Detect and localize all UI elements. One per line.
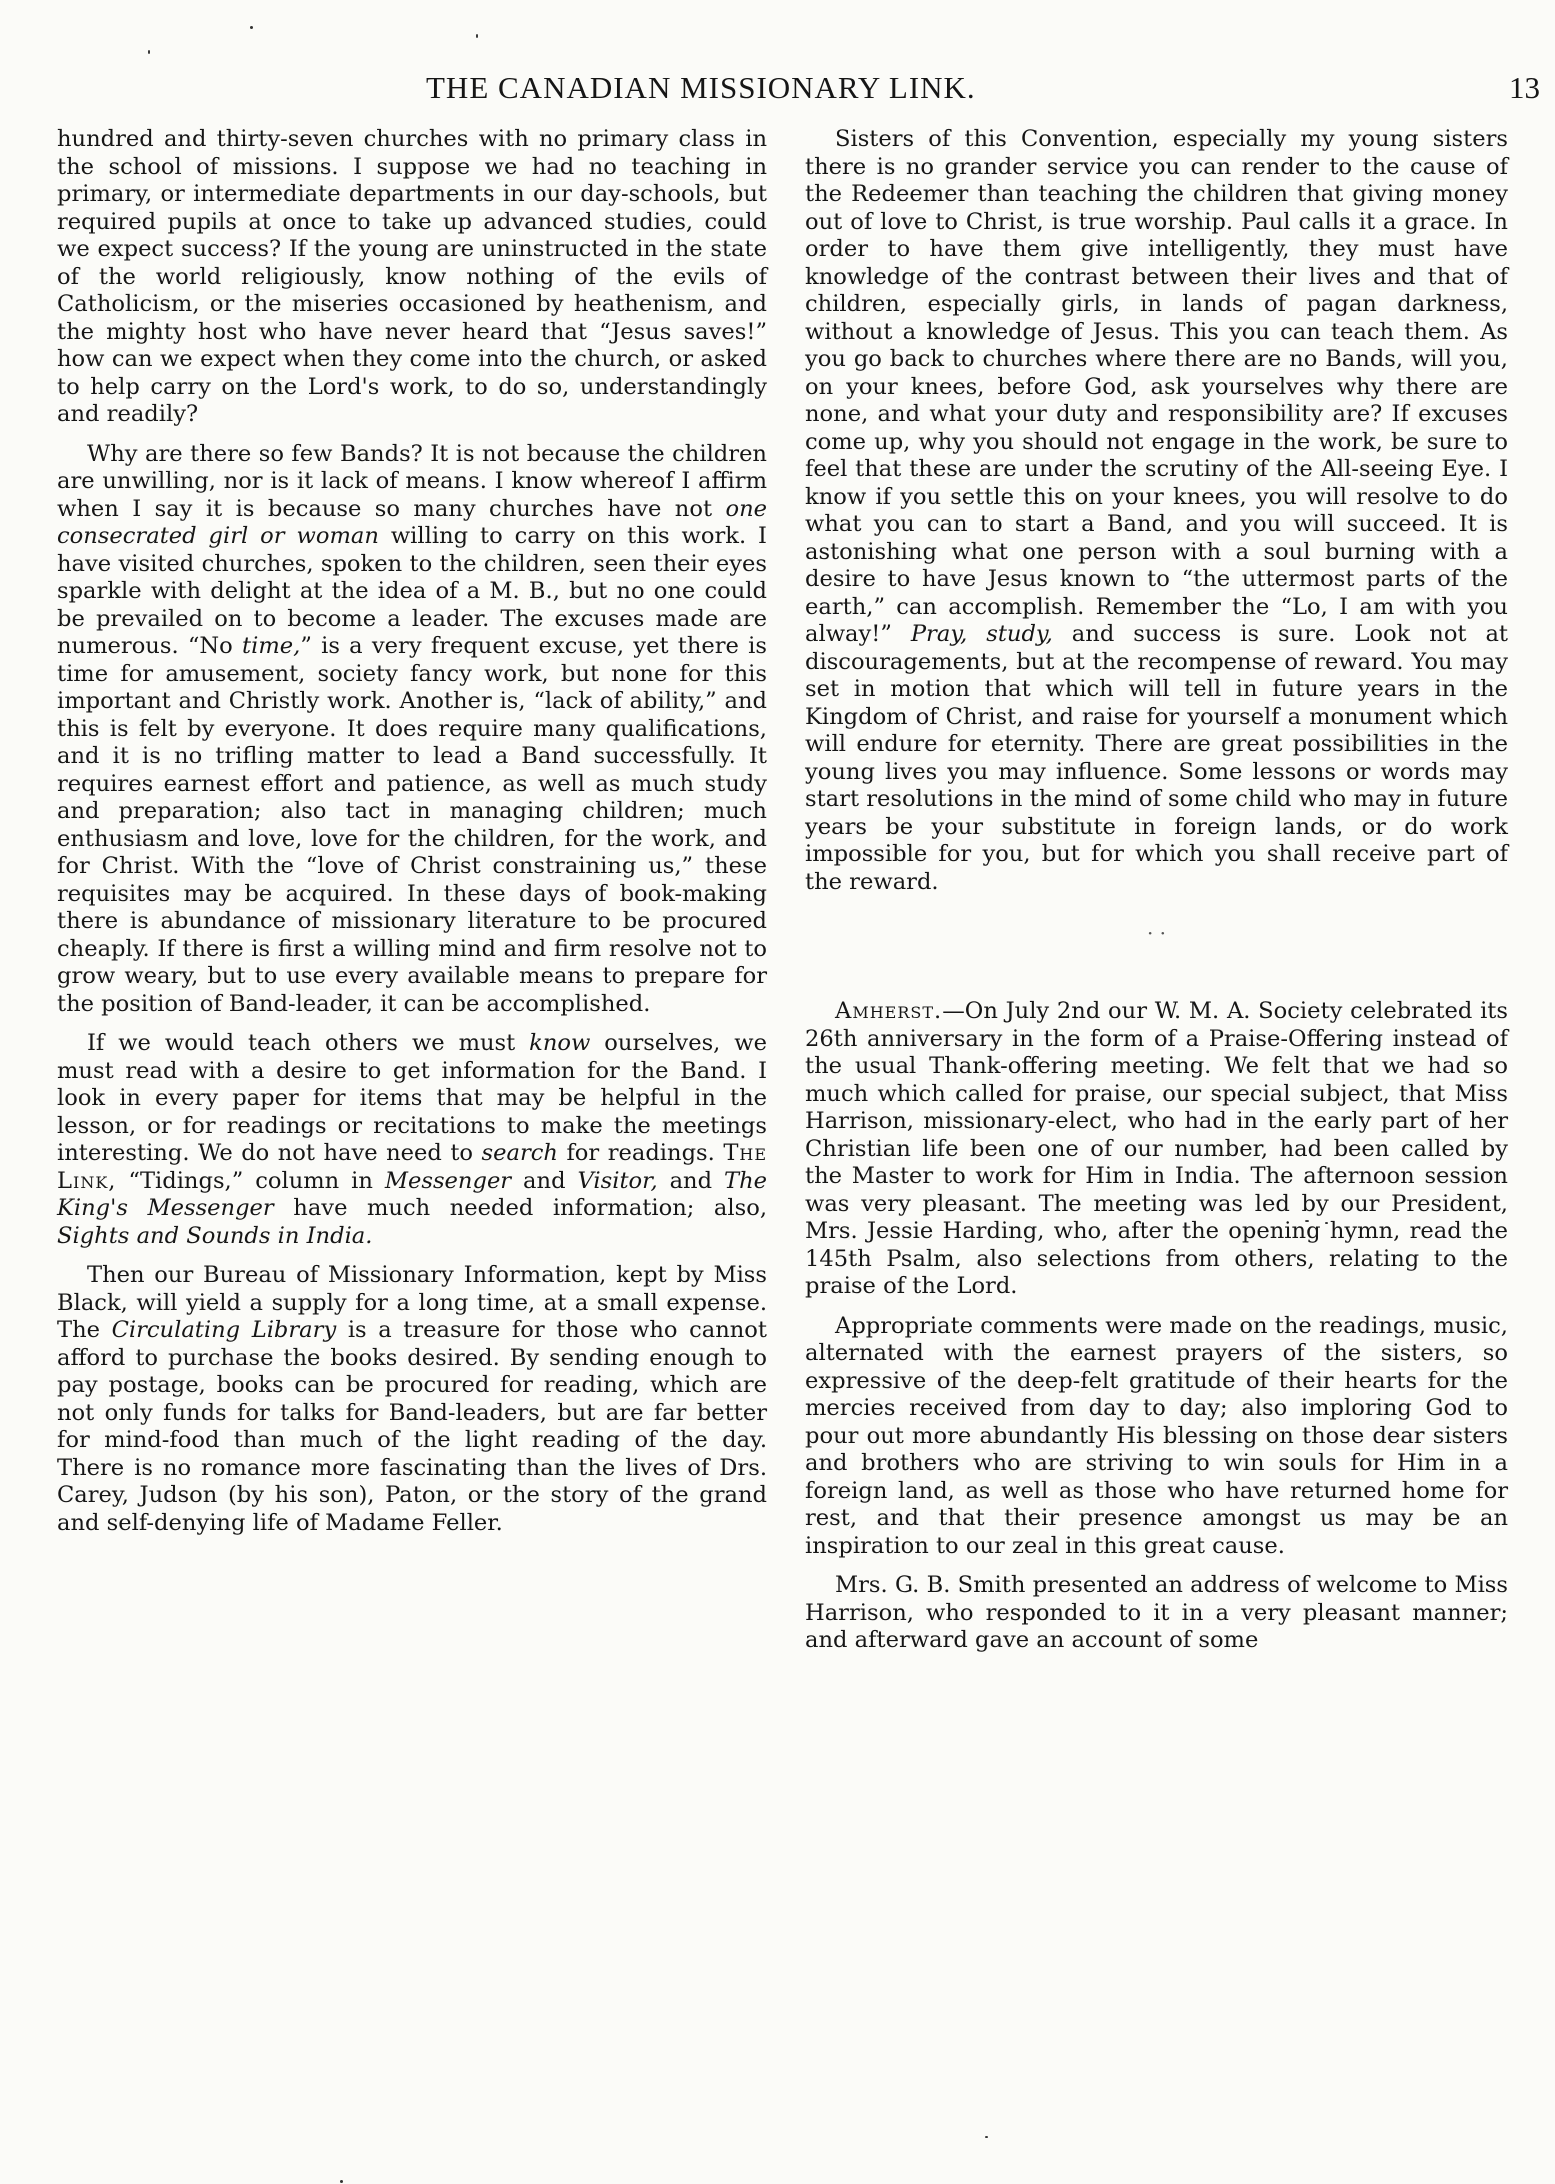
- paragraph-primary-class: hundred and thirty-seven churches with no primary class in the school of missions. I suppose we had no teaching in primary, or intermediate departments in our day-schools, but required pupils at once to take up advanced studies, could we expect success? If the young are uninstructed in the state of the world religiously, know nothing of the evils of Catholicism, or the miseries occasioned by heathenism, and the mighty host who have never heard that “Jesus saves!” how can we expect when they come into the church, or asked to help carry on the Lord's work, to do so, understandingly and readily?: [57, 126, 767, 427]
- left-column: [57, 126, 767, 1537]
- place-name: Amherst.: [835, 998, 943, 1024]
- paragraph-teach-others: If we would teach others we must know ourselves, we must read with a desire to get information for the Band. I look in every paper for items that may be helpful in the lesson, or for readings or recitations to make the meetings interesting. We do not have need to search for readings. The Link, “Tidings,” column in Messenger and Visitor, and The King's Messenger have much needed information; also, Sights and Sounds in India.: [57, 1030, 768, 1249]
- paragraph-bureau: Then our Bureau of Missionary Information, kept by Miss Black, will yield a supply for a long time, at a small expense. The Circulating Library is a treasure for those who cannot afford to purchase the books desired. By sending enough to pay postage, books can be procured for reading, which are not only funds for talks for Band-leaders, but are far better for mind-food than much of the light reading of the day. There is no romance more fascinating than the lives of Drs. Carey, Judson (by his son), Paton, or the story of the grand and self-denying life of Madame Feller.: [57, 1262, 767, 1536]
- right-column: [805, 126, 1508, 1655]
- page-number: 13: [1509, 70, 1540, 105]
- section-separator: · ·: [1146, 921, 1167, 945]
- paragraph-sisters: Sisters of this Convention, especially my young sisters there is no grander service you can render to the cause of the Redeemer than teaching the children that giving money out of love to Christ, is true worship. Paul calls it a grace. In order to have them give intelligently, they must have knowledge of the contrast between their lives and that of children, especially girls, in lands of pagan darkness, without a knowledge of Jesus. This you can teach them. As you go back to churches where there are no Bands, will you, on your knees, before God, ask yourselves why there are none, and what your duty and responsibility are? If excuses come up, why you should not engage in the work, be sure to feel that these are under the scrutiny of the All-seeing Eye. I know if you settle this on your knees, you will resolve to do what you can to start a Band, and you will succeed. It is astonishing what one person with a soul burning with a desire to have Jesus known to “the uttermost parts of the earth,” can accomplish. Remember the “Lo, I am with you alway!” Pray, study, and success is sure. Look not at discouragements, but at the recompense of reward. You may set in motion that which will tell in future years in the Kingdom of Christ, and raise for yourself a monument which will endure for eternity. There are great possibilities in the young lives you may influence. Some lessons or words may start resolutions in the mind of some child who may in future years be your substitute in foreign lands, or do work impossible for you, but for which you shall receive part of the reward.: [805, 126, 1508, 895]
- paragraph-few-bands: Why are there so few Bands? It is not because the children are unwilling, nor is it lack of means. I know whereof I affirm when I say it is because so many churches have not one consecrated girl or woman willing to carry on this work. I have visited churches, spoken to the children, seen their eyes sparkle with delight at the idea of a M. B., but no one could be prevailed on to become a leader. The excuses made are numerous. “No time,” is a very frequent excuse, yet there is time for amusement, society fancy work, but none for this important and Christly work. Another is, “lack of ability,” and this is felt by everyone. It does require many qualifications, and it is no trifling matter to lead a Band successfully. It requires earnest effort and patience, as well as much study and preparation; also tact in managing children; much enthusiasm and love, love for the children, for the work, and for Christ. With the “love of Christ constraining us,” these requisites may be acquired. In these days of book-making there is abundance of missionary literature to be procured cheaply. If there is first a willing mind and firm resolve not to grow weary, but to use every available means to prepare for the position of Band-leader, it can be accomplished.: [57, 440, 767, 1017]
- publication-title: THE CANADIAN MISSIONARY LINK.: [426, 70, 976, 105]
- running-header: [56, 70, 1546, 110]
- paragraph-appropriate-comments: Appropriate comments were made on the readings, music, alternated with the earnest prayers of the sisters, so expressive of the deep-felt gratitude of their hearts for the mercies received from day to day; also imploring God to pour out more abundantly His blessing on those dear sisters and brothers who are striving to win souls for Him in a foreign land, as well as those who have returned home for rest, and that their presence amongst us may be an inspiration to our zeal in this great cause.: [805, 1312, 1508, 1559]
- paragraph-amherst: Amherst.—On July 2nd our W. M. A. Society celebrated its 26th anniversary in the form of a Praise-Offering instead of the usual Thank-offering meeting. We felt that we had so much which called for praise, our special subject, that Miss Harrison, missionary-elect, who had in the early part of her Christian life been one of our number, had been called by the Master to work for Him in India. The afternoon session was very pleasant. The meeting was led by our President, Mrs. Jessie Harding, who, after the opening hymn, read the 145th Psalm, also selections from others, relating to the praise of the Lord.: [805, 998, 1508, 1299]
- paragraph-mrs-smith: Mrs. G. B. Smith presented an address of welcome to Miss Harrison, who responded to it in a very pleasant manner; and afterward gave an account of some: [805, 1572, 1508, 1653]
